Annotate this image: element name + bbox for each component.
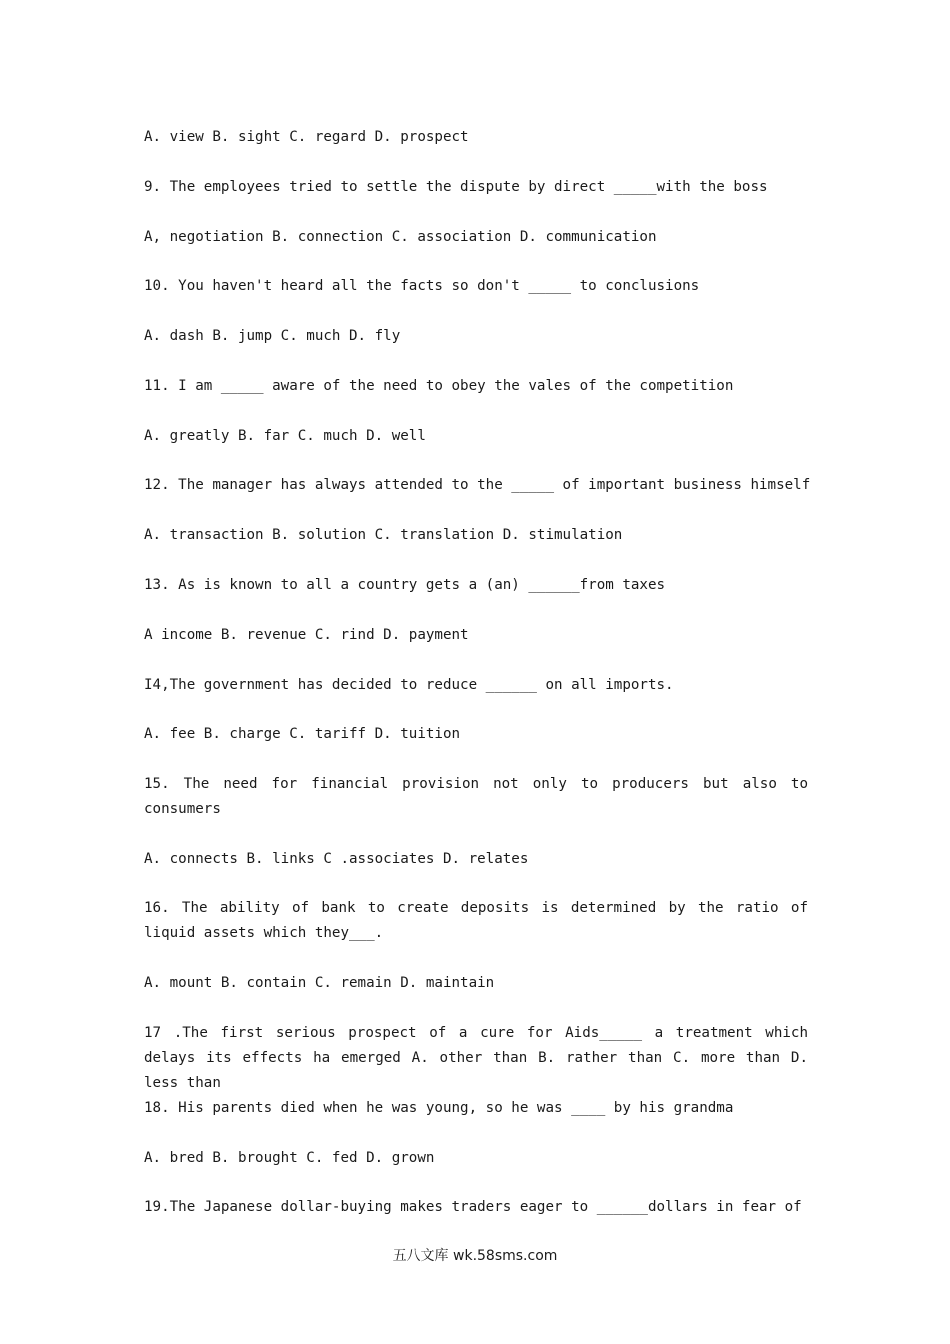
answer-options-13: A income B. revenue C. rind D. payment	[144, 627, 469, 643]
question-15: 15. The need for financial provision not only to producers but also to consumers	[144, 776, 808, 817]
answer-options-18: A. bred B. brought C. fed D. grown	[144, 1150, 435, 1166]
question-9: 9. The employees tried to settle the dispute by direct _____with the boss	[144, 179, 768, 195]
question-12: 12. The manager has always attended to the _____ of important business himself	[144, 477, 811, 493]
question-18: 18. His parents died when he was young, so he was ____ by his grandma	[144, 1100, 734, 1116]
question-19: 19.The Japanese dollar-buying makes traders eager to ______dollars in fear of	[144, 1199, 802, 1215]
answer-options-10: A. dash B. jump C. much D. fly	[144, 328, 401, 344]
question-14: I4,The government has decided to reduce ______ on all imports.	[144, 677, 674, 693]
question-10: 10. You haven't heard all the facts so don't _____ to conclusions	[144, 278, 700, 294]
answer-options-8: A. view B. sight C. regard D. prospect	[144, 129, 469, 145]
question-17: 17 .The first serious prospect of a cure for Aids_____ a treatment which delays its effects ha emerged A. other than B. rather than C. more than D. less than	[144, 1025, 808, 1091]
question-13: 13. As is known to all a country gets a (an) ______from taxes	[144, 577, 666, 593]
answer-options-14: A. fee B. charge C. tariff D. tuition	[144, 726, 461, 742]
answer-options-11: A. greatly B. far C. much D. well	[144, 428, 426, 444]
footer-watermark: 五八文库 wk.58sms.com	[392, 1248, 558, 1264]
question-16: 16. The ability of bank to create deposits is determined by the ratio of liquid assets which they___.	[144, 900, 808, 941]
answer-options-16: A. mount B. contain C. remain D. maintain	[144, 975, 495, 991]
answer-options-12: A. transaction B. solution C. translation D. stimulation	[144, 527, 623, 543]
answer-options-15: A. connects B. links C .associates D. relates	[144, 851, 529, 867]
question-11: 11. I am _____ aware of the need to obey the vales of the competition	[144, 378, 734, 394]
answer-options-9: A, negotiation B. connection C. association D. communication	[144, 229, 657, 245]
